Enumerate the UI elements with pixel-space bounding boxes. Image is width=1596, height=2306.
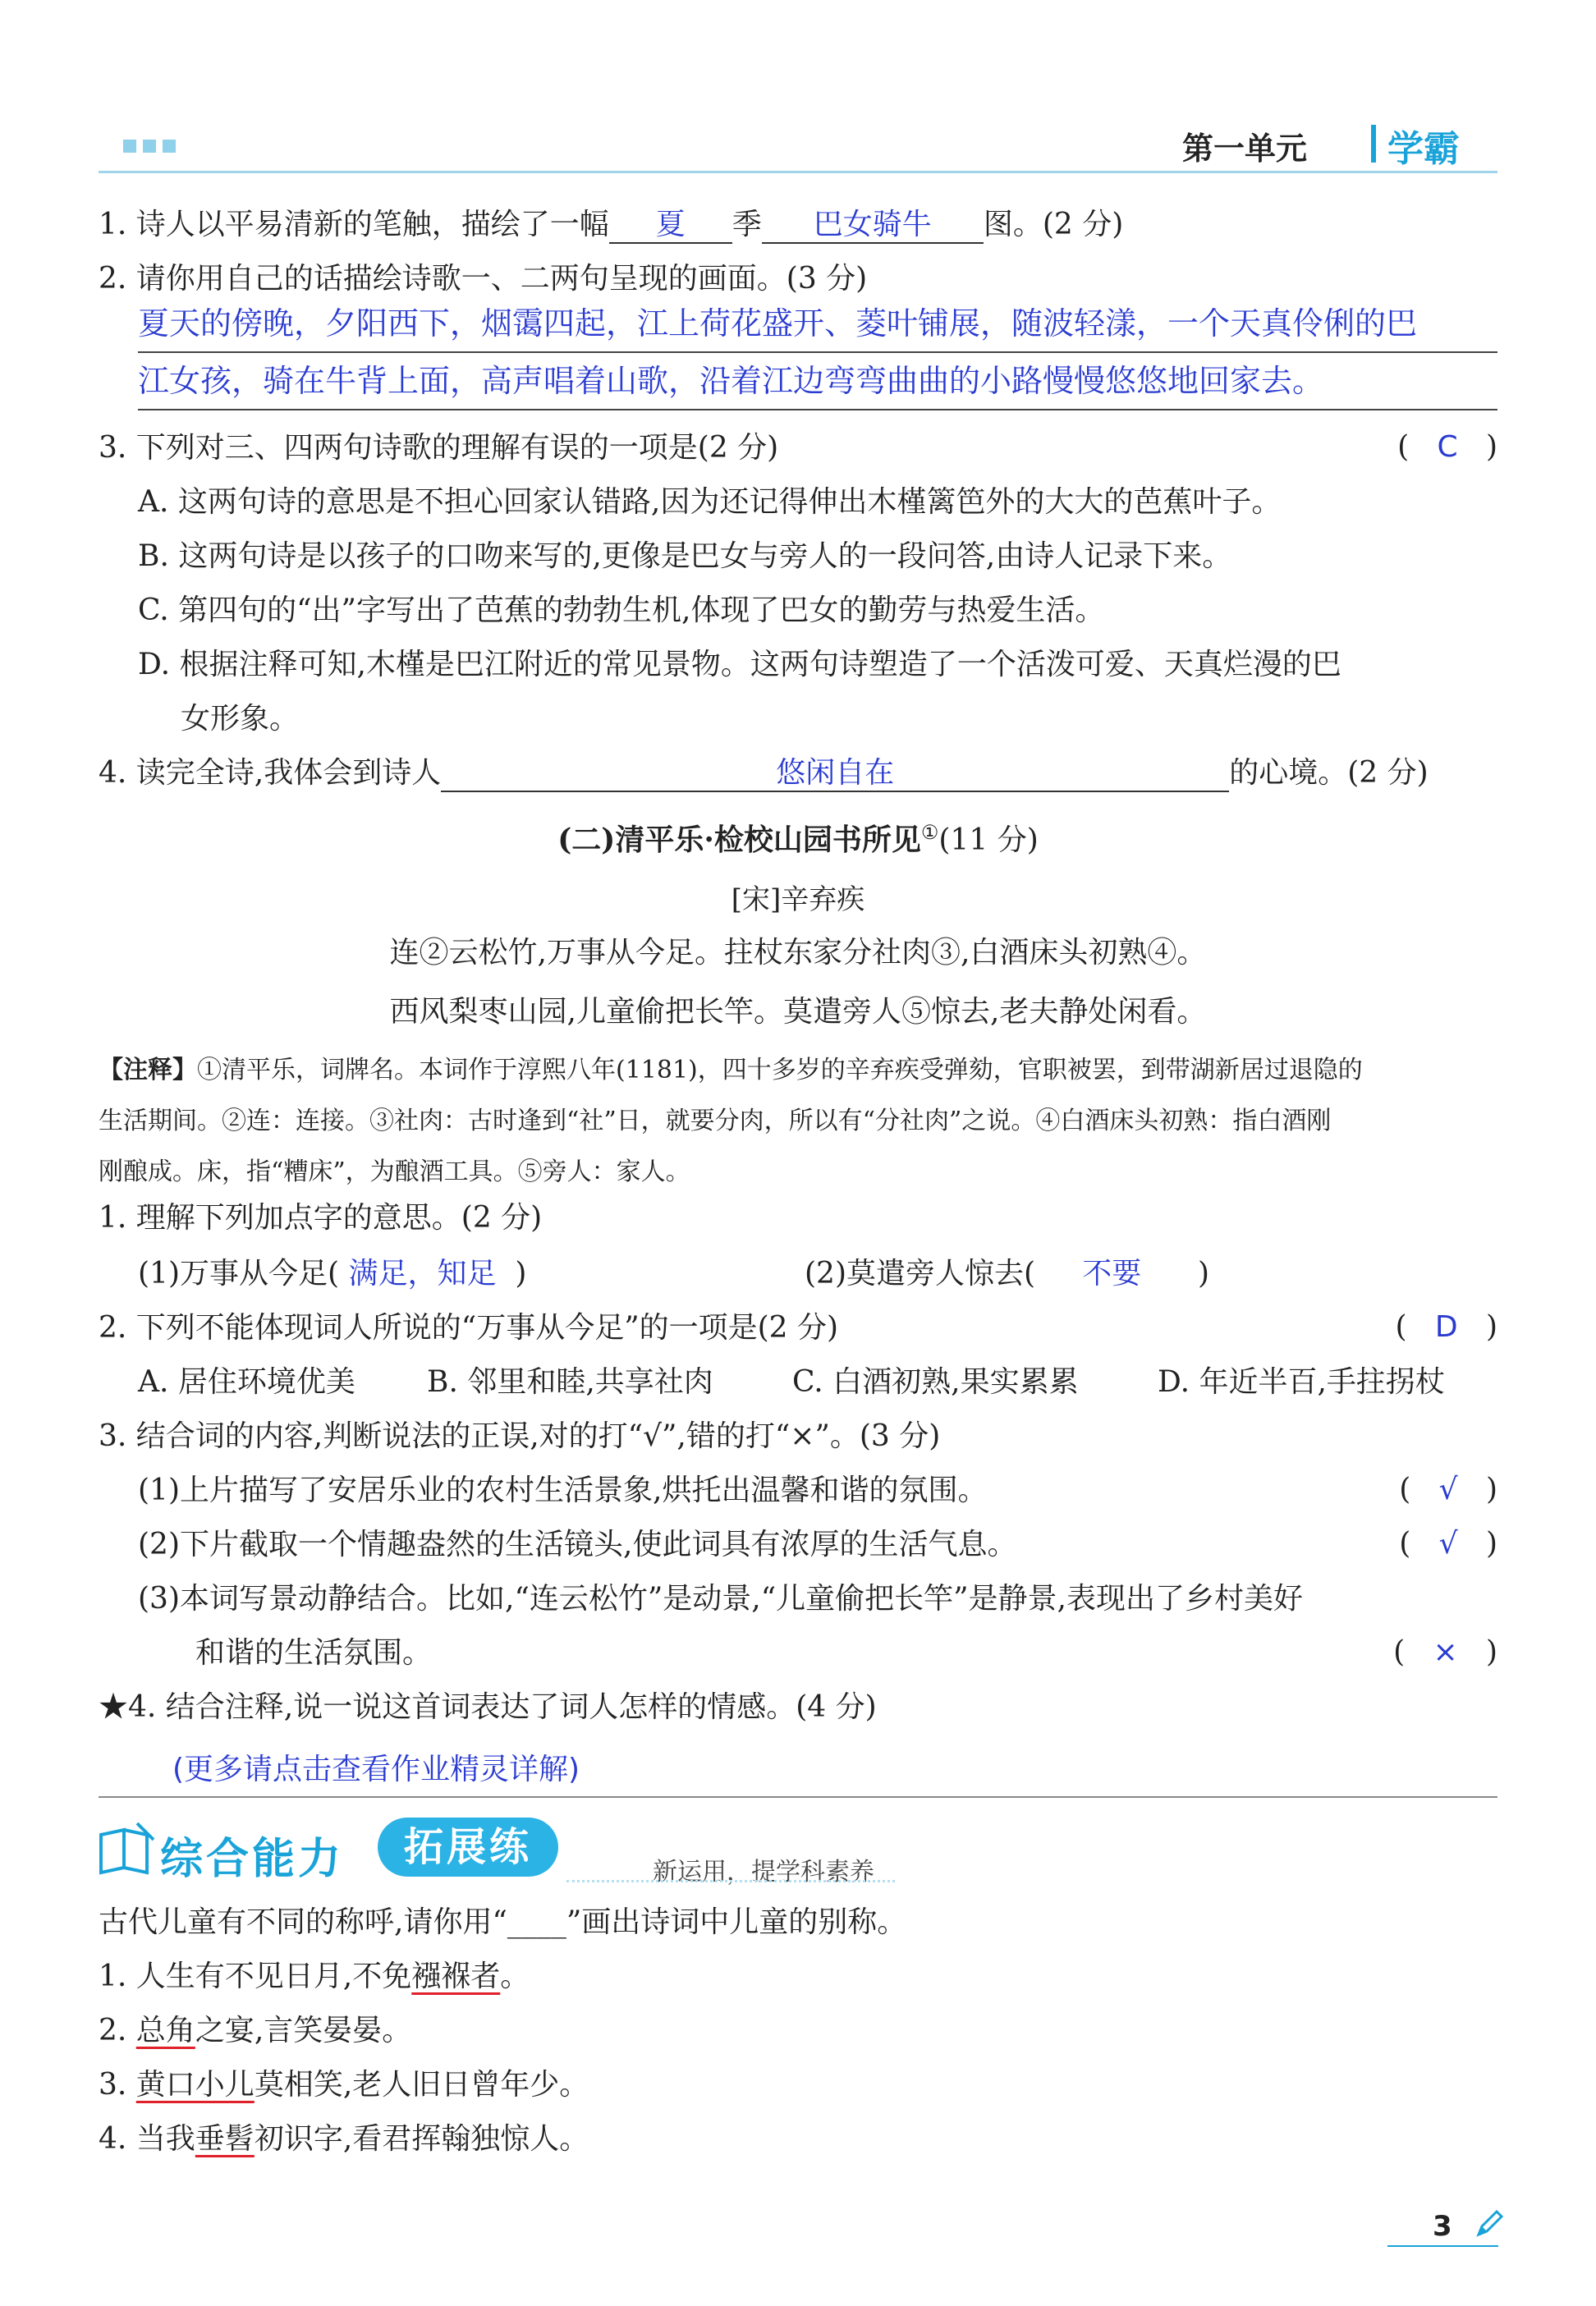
- header-decoration: [123, 140, 182, 156]
- answer-2-4[interactable]: (更多请点击查看作业精灵详解): [172, 1753, 580, 1786]
- child-alias: 垂髫: [195, 2122, 255, 2156]
- header-bar: [1371, 125, 1376, 163]
- statement-1: (1)上片描写了安居乐业的农村生活景象,烘托出温馨和谐的氛围。: [138, 1474, 988, 1507]
- section-badge: 拓展练: [378, 1818, 558, 1877]
- answer-bracket: ( √ ): [1399, 1527, 1497, 1561]
- child-alias: 黄口小儿: [135, 2068, 255, 2102]
- option-d: D. 年近半百,手拄拐杖: [1158, 1365, 1445, 1399]
- question-1-2: 2. 请你用自己的话描绘诗歌一、二两句呈现的画面。(3 分): [99, 262, 868, 296]
- poem-line-2: 西风梨枣山园,儿童偷把长竿。莫遣旁人⑤惊去,老夫静处闲看。: [389, 995, 1207, 1029]
- answer-2-1-2: 不要: [1082, 1257, 1142, 1291]
- child-alias: 总角: [135, 2014, 195, 2047]
- question-2-3: 3. 结合词的内容,判断说法的正误,对的打“√”,错的打“×”。(3 分): [99, 1419, 941, 1453]
- option-a: A. 这两句诗的意思是不担心回家认错路,因为还记得伸出木槿篱笆外的大大的芭蕉叶子。: [138, 485, 1282, 519]
- option-c: C. 白酒初熟,果实累累: [792, 1365, 1079, 1399]
- question-2-4: ★4. 结合注释,说一说这首词表达了词人怎样的情感。(4 分): [99, 1690, 877, 1724]
- part3-item-2: 2. 总角之宴,言笑晏晏。: [99, 2014, 412, 2047]
- question-1-3: 3. 下列对三、四两句诗歌的理解有误的一项是(2 分): [99, 431, 779, 465]
- option-a: A. 居住环境优美: [138, 1365, 355, 1399]
- page-number-rule: [1387, 2245, 1498, 2247]
- answer-season: 夏: [609, 207, 732, 244]
- part3-item-4: 4. 当我垂髫初识字,看君挥翰独惊人。: [99, 2122, 589, 2156]
- question-2-1-1: (1)万事从今足( 满足，知足 ): [138, 1257, 527, 1291]
- poem-line-1: 连②云松竹,万事从今足。拄杖东家分社肉③,白酒床头初熟④。: [389, 936, 1207, 970]
- child-alias: 襁褓者: [411, 1960, 501, 1993]
- annotation-line-3: 刚酿成。床，指“糟床”，为酿酒工具。⑤旁人：家人。: [99, 1158, 690, 1186]
- option-d: D. 根据注释可知,木槿是巴江附近的常见景物。这两句诗塑造了一个活泼可爱、天真烂漫的巴: [138, 648, 1341, 681]
- section-dotted-rule: [566, 1880, 895, 1882]
- part3-item-1: 1. 人生有不见日月,不免襁褓者。: [99, 1960, 530, 1993]
- statement-2: (2)下片截取一个情趣盎然的生活镜头,使此词具有浓厚的生活气息。: [138, 1528, 1017, 1561]
- annotation-line-1: 【注释】①清平乐，词牌名。本词作于淳熙八年(1181)，四十多岁的辛弃疾受弹劾，官职被罢，到带湖新居过退隐的: [99, 1056, 1363, 1084]
- section-subtitle: 新运用，提学科素养: [653, 1858, 874, 1887]
- answer-bracket: ( × ): [1393, 1635, 1497, 1669]
- answer-1-2-line2: 江女孩，骑在牛背上面，高声唱着山歌，沿着江边弯弯曲曲的小路慢慢悠悠地回家去。: [138, 363, 1324, 399]
- question-2-1-2: (2)莫遣旁人惊去( 不要 ): [805, 1257, 1209, 1291]
- option-c: C. 第四句的“出”字写出了芭蕉的勃勃生机,体现了巴女的勤劳与热爱生活。: [138, 594, 1105, 627]
- answer-bracket: ( D ): [1395, 1310, 1497, 1344]
- answer-bracket: ( C ): [1397, 430, 1497, 464]
- page-number: 3: [1433, 2210, 1452, 2243]
- poem-author: [宋]辛弃疾: [731, 883, 865, 916]
- header-rule: [99, 171, 1497, 173]
- question-2-2: 2. 下列不能体现词人所说的“万事从今足”的一项是(2 分): [99, 1311, 839, 1345]
- answer-1-2-line1: 夏天的傍晚，夕阳西下，烟霭四起，江上荷花盛开、菱叶铺展，随波轻漾，一个天真伶俐的巴: [138, 305, 1418, 342]
- pencil-icon: [1474, 2207, 1507, 2240]
- statement-3: (3)本词写景动静结合。比如,“连云松竹”是动景,“儿童偷把长竿”是静景,表现出了乡村美好: [138, 1582, 1303, 1616]
- answer-bracket: ( √ ): [1399, 1473, 1497, 1506]
- statement-3-cont: 和谐的生活氛围。: [195, 1636, 433, 1670]
- annotation-line-2: 生活期间。②连：连接。③社肉：古时逢到“社”日，就要分肉，所以有“分社肉”之说。④白酒床头初熟：指白酒刚: [99, 1107, 1332, 1135]
- answer-rule: [138, 351, 1497, 353]
- question-1-1: 1. 诗人以平易清新的笔触，描绘了一幅 夏 季 巴女骑牛 图。(2 分): [99, 207, 1123, 244]
- option-b: B. 这两句诗是以孩子的口吻来写的,更像是巴女与旁人的一段问答,由诗人记录下来。: [138, 539, 1232, 573]
- part3-item-3: 3. 黄口小儿莫相笑,老人旧日曾年少。: [99, 2068, 589, 2102]
- unit-title: 第一单元: [1182, 131, 1308, 167]
- question-2-1: 1. 理解下列加点字的意思。(2 分): [99, 1201, 543, 1235]
- answer-picture: 巴女骑牛: [762, 207, 984, 244]
- option-b: B. 邻里和睦,共享社肉: [427, 1365, 713, 1399]
- part3-intro: 古代儿童有不同的称呼,请你用“____”画出诗词中儿童的别称。: [99, 1905, 907, 1939]
- option-d-cont: 女形象。: [181, 702, 300, 736]
- answer-2-1-1: 满足，知足: [348, 1257, 497, 1291]
- section-title: 综合能力: [160, 1835, 345, 1884]
- section-divider: [99, 1796, 1497, 1798]
- book-icon: [94, 1818, 160, 1884]
- poem-title: (二)清平乐·检校山园书所见①(11 分): [557, 821, 1039, 857]
- question-1-4: 4. 读完全诗,我体会到诗人 悠闲自在 的心境。(2 分): [99, 755, 1429, 792]
- answer-rule: [138, 409, 1497, 410]
- brand-logo: 学霸: [1387, 128, 1460, 170]
- answer-mood: 悠闲自在: [441, 755, 1229, 792]
